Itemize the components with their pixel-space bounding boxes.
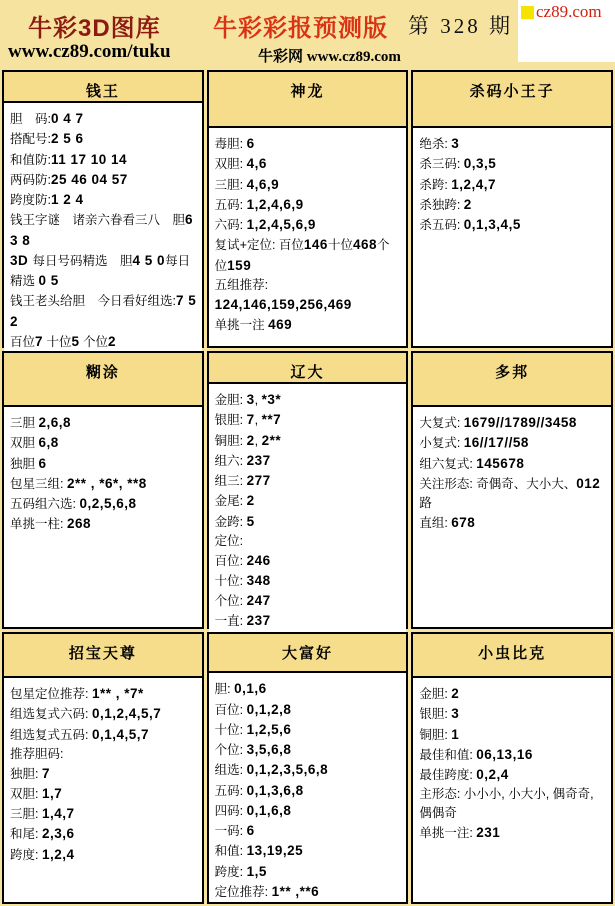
prediction-label: 个位:	[214, 594, 247, 608]
prediction-line	[10, 784, 197, 804]
prediction-value: 277	[246, 473, 271, 488]
prediction-label: 定位:	[214, 533, 244, 548]
prediction-label: 十位	[327, 238, 353, 253]
prediction-line	[419, 474, 606, 513]
prediction-label: 银胆:	[419, 707, 452, 722]
prediction-label: 和尾:	[10, 827, 42, 842]
prediction-label: 绝杀:	[419, 137, 452, 151]
prediction-value: 3,5,6,8	[246, 742, 292, 757]
prediction-value: 2**	[261, 432, 282, 448]
prediction-line	[10, 150, 197, 170]
prediction-label: 钱王老头给胆 今日看好组选:	[10, 294, 176, 309]
cell-title: 糊涂	[4, 353, 202, 407]
prediction-line	[215, 801, 402, 821]
prediction-label: 每日精选	[10, 253, 191, 288]
prediction-line	[215, 862, 402, 882]
prediction-value: 246	[246, 552, 271, 568]
prediction-value: 11 17 10 14	[50, 151, 128, 167]
prediction-line	[215, 760, 402, 780]
prediction-value: 0,1,6,8	[246, 802, 292, 818]
prediction-value: 1	[451, 726, 460, 742]
logo-yellow-square-icon	[521, 6, 534, 19]
prediction-label: 推荐胆码:	[10, 746, 64, 761]
prediction-label: 组选复式六码:	[10, 707, 92, 722]
prediction-label: 组选:	[214, 763, 247, 778]
prediction-label: 小复式:	[419, 436, 464, 451]
prediction-value: *3*	[261, 392, 282, 407]
prediction-cell-9	[411, 632, 613, 904]
prediction-line	[10, 804, 197, 824]
cell-title: 杀码小王子	[413, 72, 611, 128]
prediction-label: 单挑一注:	[419, 825, 477, 840]
prediction-line	[215, 551, 402, 571]
prediction-line	[215, 491, 402, 511]
prediction-value: 7 5 2	[10, 293, 197, 329]
prediction-line	[215, 882, 402, 902]
prediction-line	[215, 451, 402, 471]
prediction-line	[215, 571, 402, 591]
prediction-label: 十位	[43, 334, 72, 349]
prediction-value: 1,5	[246, 863, 267, 879]
prediction-label: 跨度:	[10, 847, 42, 862]
cell-body	[4, 678, 202, 902]
prediction-cell-6	[411, 351, 613, 629]
prediction-line	[215, 512, 402, 532]
cell-body	[413, 128, 611, 346]
prediction-value: 268	[66, 516, 91, 532]
prediction-value: 1,2,4,7	[451, 176, 497, 192]
prediction-value: 0,1,2,4,5,7	[91, 706, 162, 722]
prediction-line	[10, 433, 197, 453]
prediction-value: 0,1,6	[234, 681, 267, 697]
prediction-value: 231	[476, 824, 501, 840]
prediction-line	[215, 235, 402, 276]
cell-title: 辽大	[209, 353, 407, 384]
prediction-line	[419, 195, 606, 215]
prediction-value: 0 5	[38, 273, 59, 288]
prediction-label: 四码:	[214, 803, 247, 818]
prediction-line	[215, 532, 402, 551]
prediction-line	[215, 195, 402, 215]
prediction-value: 0,2,5,6,8	[79, 496, 137, 511]
prediction-line	[419, 154, 606, 174]
prediction-value: 2	[246, 432, 255, 448]
prediction-value: 469	[268, 316, 293, 332]
prediction-line	[419, 823, 606, 843]
logo-text: cz89.com	[536, 2, 602, 21]
site-url-tuku: www.cz89.com/tuku	[8, 41, 171, 62]
prediction-label: 个位	[79, 334, 109, 349]
prediction-line	[10, 474, 197, 494]
prediction-label: 复试+定位: 百位	[214, 238, 304, 253]
prediction-value: 237	[246, 613, 271, 629]
prediction-value: 6	[246, 136, 255, 151]
prediction-value: 0,1,2,8	[246, 701, 292, 717]
prediction-cell-1	[2, 70, 204, 348]
prediction-label: 单挑一柱:	[10, 517, 67, 532]
prediction-line	[10, 684, 197, 704]
prediction-value: 0,1,4,5,7	[91, 726, 149, 742]
prediction-value: 2,6,8	[38, 415, 72, 430]
prediction-line	[215, 431, 402, 451]
prediction-line	[215, 679, 402, 699]
prediction-value: 4 5 0	[132, 252, 166, 268]
prediction-line	[10, 170, 197, 190]
prediction-label: 百位	[10, 334, 36, 349]
prediction-line	[419, 454, 606, 474]
prediction-label: 直组:	[419, 515, 452, 530]
prediction-value: 012	[576, 475, 601, 491]
prediction-line	[215, 841, 402, 861]
prediction-value: 0,1,3,4,5	[463, 217, 521, 232]
prediction-cell-2	[207, 70, 409, 348]
prediction-label: 独胆	[10, 456, 39, 471]
prediction-value: 3D	[10, 252, 33, 268]
prediction-value: 237	[246, 452, 271, 468]
cell-body	[209, 384, 407, 632]
prediction-cell-3	[411, 70, 613, 348]
prediction-value: 1679//1789//3458	[463, 415, 577, 430]
prediction-label: 五码:	[214, 197, 247, 212]
prediction-label: 三胆:	[10, 807, 42, 821]
prediction-line	[419, 134, 606, 154]
prediction-label: 杀跨:	[419, 177, 452, 192]
prediction-label: 包星定位推荐:	[10, 687, 92, 701]
prediction-label: 钱王字谜 诸亲六眷看三八 胆	[10, 213, 186, 228]
prediction-cell-5	[207, 351, 409, 629]
prediction-label: 双胆:	[10, 786, 42, 801]
prediction-label: 金尾:	[214, 494, 247, 509]
prediction-label: 路	[419, 496, 432, 510]
prediction-label: 包星三组:	[10, 476, 67, 491]
cell-title: 钱王	[4, 72, 202, 103]
prediction-label: ,	[254, 393, 262, 407]
prediction-label: 个位:	[214, 743, 247, 757]
prediction-line	[10, 824, 197, 844]
cell-title: 大富好	[209, 634, 407, 673]
prediction-cell-4	[2, 351, 204, 629]
prediction-value: 2** , *6*, **8	[66, 475, 147, 491]
prediction-value: 0,3,5	[463, 156, 497, 172]
prediction-value: 25 46 04 57	[50, 171, 128, 187]
prediction-line	[419, 413, 606, 433]
prediction-value: 1,2,4,5,6,9	[246, 217, 316, 232]
prediction-label: 六码:	[214, 218, 247, 232]
prediction-label: 毒胆:	[214, 137, 247, 151]
prediction-line	[419, 175, 606, 195]
prediction-line	[215, 154, 402, 174]
prediction-label: 一码:	[214, 824, 247, 838]
prediction-label: 个位	[214, 238, 390, 273]
prediction-value: 2,3,6	[41, 826, 75, 842]
cell-title: 小虫比克	[413, 634, 611, 678]
prediction-label: 和值:	[214, 844, 247, 859]
prediction-line	[215, 390, 402, 410]
prediction-line	[215, 276, 402, 315]
prediction-value: 2	[246, 493, 255, 509]
prediction-label: 金跨:	[214, 514, 247, 529]
prediction-label: 单挑一注	[214, 317, 269, 332]
cell-title: 多邦	[413, 353, 611, 407]
prediction-line	[10, 704, 197, 724]
prediction-value: 5	[246, 513, 255, 529]
site-url-main: 牛彩网 www.cz89.com	[258, 49, 401, 65]
prediction-line	[10, 845, 197, 865]
prediction-value: 1,2,5,6	[246, 721, 292, 737]
prediction-line	[419, 785, 606, 823]
cell-body	[209, 128, 407, 346]
prediction-value: 0,2,4	[476, 767, 509, 782]
prediction-line	[419, 513, 606, 533]
prediction-value: 468	[352, 237, 377, 253]
prediction-label: 和值防:	[10, 152, 51, 167]
prediction-value: 247	[246, 593, 271, 608]
prediction-value: 1 2 4	[50, 192, 84, 207]
prediction-value: 3	[451, 136, 460, 151]
prediction-line	[10, 514, 197, 534]
prediction-value: 0,1,3,6,8	[246, 782, 304, 798]
prediction-label: 五组推荐:	[214, 277, 269, 292]
prediction-line	[10, 764, 197, 784]
prediction-line	[419, 433, 606, 453]
prediction-line	[419, 745, 606, 765]
prediction-label: 跨度:	[214, 864, 247, 879]
prediction-label: 十位:	[214, 573, 247, 588]
prediction-label: 一直:	[214, 614, 247, 629]
prediction-value: 146	[303, 237, 328, 253]
prediction-value: 4,6,9	[246, 176, 280, 192]
prediction-line	[215, 591, 402, 611]
site-title: 牛彩3D图库	[28, 15, 161, 42]
prediction-value: 2	[463, 196, 472, 212]
prediction-value: 1** , *7*	[91, 686, 144, 701]
prediction-value: 6	[246, 823, 255, 838]
prediction-value: 4,6	[246, 156, 267, 172]
cell-title: 神龙	[209, 72, 407, 128]
prediction-line	[419, 725, 606, 745]
prediction-line	[10, 494, 197, 514]
cell-body	[4, 407, 202, 627]
prediction-label: 杀独跨:	[419, 197, 464, 212]
prediction-line	[10, 725, 197, 745]
prediction-line	[10, 745, 197, 764]
prediction-label: 金胆:	[214, 393, 247, 407]
prediction-value: 1,2,4	[41, 846, 75, 862]
prediction-value: 348	[246, 572, 271, 588]
prediction-line	[215, 781, 402, 801]
prediction-label: 组三:	[214, 474, 247, 488]
edition-title: 牛彩彩报预测版	[213, 15, 388, 42]
prediction-label: 双胆:	[214, 157, 247, 172]
prediction-value: 2	[108, 333, 117, 349]
prediction-line	[419, 684, 606, 704]
prediction-label: 组六:	[214, 453, 247, 468]
prediction-value: 124,146,159,256,469	[214, 296, 352, 312]
prediction-value: 678	[451, 514, 476, 530]
prediction-label: 组六复式:	[419, 456, 477, 471]
prediction-value: 6 3 8	[10, 212, 194, 248]
cell-body	[4, 103, 202, 352]
prediction-line	[215, 315, 402, 335]
prediction-line	[215, 720, 402, 740]
prediction-value: **7	[261, 412, 282, 428]
prediction-value: 16//17//58	[463, 435, 529, 451]
prediction-line	[215, 821, 402, 841]
prediction-line	[10, 190, 197, 210]
prediction-label: 十位:	[214, 722, 247, 737]
prediction-label: 五码组六选:	[10, 497, 80, 511]
prediction-label: 五码:	[214, 783, 247, 798]
cell-body	[413, 407, 611, 627]
prediction-value: 1,7	[41, 785, 63, 801]
prediction-line	[215, 700, 402, 720]
prediction-label: 金胆:	[419, 687, 452, 701]
prediction-value: 6	[38, 455, 47, 471]
prediction-value: 7	[35, 333, 44, 349]
prediction-value: 145678	[476, 455, 525, 471]
prediction-value: 1** ,**6	[271, 883, 320, 899]
prediction-line	[215, 175, 402, 195]
prediction-line	[10, 210, 197, 251]
prediction-line	[10, 332, 197, 352]
prediction-line	[419, 765, 606, 785]
prediction-value: 3	[451, 706, 460, 722]
prediction-label: 杀三码:	[419, 157, 464, 172]
prediction-line	[10, 109, 197, 129]
prediction-line	[10, 291, 197, 332]
prediction-line	[215, 215, 402, 235]
prediction-label: 铜胆:	[419, 727, 452, 742]
cell-body	[413, 678, 611, 902]
prediction-value: 2 5 6	[50, 131, 84, 147]
prediction-label: 三胆:	[214, 177, 247, 192]
prediction-value: 0 4 7	[50, 111, 84, 126]
prediction-label: 跨度防:	[10, 193, 51, 207]
prediction-line	[10, 413, 197, 433]
prediction-label: ,	[254, 433, 262, 448]
prediction-value: 7	[41, 765, 50, 781]
prediction-label: 组选复式五码:	[10, 727, 92, 742]
prediction-label: 银胆:	[214, 413, 247, 428]
masthead	[0, 0, 615, 70]
prediction-value: 06,13,16	[476, 746, 533, 762]
prediction-value: 0,1,2,3,5,6,8	[246, 762, 329, 778]
prediction-line	[10, 251, 197, 292]
cell-body	[209, 673, 407, 902]
prediction-value: 13,19,25	[246, 843, 304, 859]
prediction-line	[215, 471, 402, 491]
prediction-label: 搭配号:	[10, 132, 51, 147]
prediction-line	[419, 704, 606, 724]
cz89-logo	[518, 0, 615, 62]
prediction-value: 2	[451, 686, 460, 701]
prediction-line	[215, 740, 402, 760]
prediction-line	[215, 410, 402, 430]
prediction-label: 最佳和值:	[419, 747, 477, 762]
prediction-label: 定位推荐:	[214, 884, 272, 899]
prediction-line	[10, 129, 197, 149]
prediction-cell-8	[207, 632, 409, 904]
prediction-label: 胆:	[214, 682, 235, 697]
prediction-label: 双胆	[10, 436, 39, 451]
prediction-label: ,	[254, 413, 262, 428]
prediction-grid	[0, 70, 615, 906]
prediction-value: 5	[71, 333, 80, 349]
prediction-label: 铜胆:	[214, 433, 247, 448]
prediction-label: 每日号码精选 胆	[32, 253, 133, 268]
prediction-value: 159	[227, 257, 252, 273]
prediction-label: 胆 码:	[10, 112, 51, 126]
prediction-cell-7	[2, 632, 204, 904]
prediction-label: 独胆:	[10, 766, 42, 781]
prediction-line	[215, 134, 402, 154]
prediction-value: 1,2,4,6,9	[246, 196, 304, 212]
prediction-value: 6,8	[38, 435, 59, 451]
cell-title: 招宝天尊	[4, 634, 202, 678]
prediction-value: 7	[246, 412, 255, 428]
prediction-label: 三胆	[10, 416, 39, 430]
prediction-label: 主形态: 小小小, 小大小, 偶奇奇, 偶偶奇	[419, 787, 594, 820]
prediction-label: 杀五码:	[419, 218, 464, 232]
prediction-value: 1,4,7	[41, 806, 75, 821]
prediction-line	[215, 611, 402, 631]
prediction-line	[419, 215, 606, 235]
issue-number: 第 328 期	[408, 14, 513, 38]
prediction-value: 3	[246, 392, 255, 407]
prediction-label: 两码防:	[10, 172, 51, 187]
prediction-line	[10, 454, 197, 474]
prediction-label: 最佳跨度:	[419, 768, 477, 782]
prediction-label: 大复式:	[419, 416, 464, 430]
prediction-label: 百位:	[214, 702, 247, 717]
prediction-label: 关注形态: 奇偶奇、大小大、	[419, 476, 577, 491]
prediction-label: 百位:	[214, 553, 247, 568]
